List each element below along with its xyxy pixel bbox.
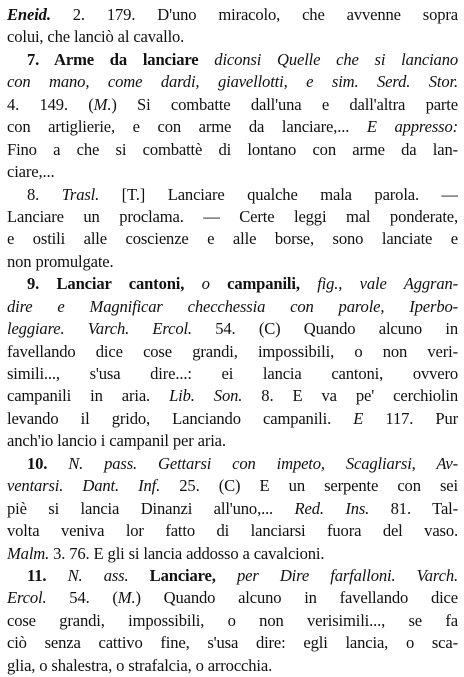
text-run: [T.] Lanciare qualche mala parola. — (99, 184, 458, 204)
text-run: 4. 149. ( (7, 94, 94, 114)
dictionary-entry (7, 4, 458, 49)
text-run: dire e Magnificar checchessia con parole, Iperbo- (7, 296, 458, 316)
text-line (7, 116, 458, 138)
text-run: M. (117, 588, 136, 608)
text-run: con artiglierie, e con arme da lanciare,... (7, 117, 367, 137)
text-line (7, 430, 458, 452)
text-line (7, 655, 458, 677)
text-run: ventarsi. Dant. Inf. (7, 476, 161, 496)
text-run: campanili in aria. (7, 386, 170, 406)
text-run: Lib. Son. (169, 386, 243, 406)
text-line (7, 385, 458, 407)
text-run: e ostili alle coscienze e alle borse, sono lanciate e (7, 229, 458, 249)
text-run: 9. Lanciar cantoni, (27, 274, 185, 294)
text-run: Ercol. (7, 588, 47, 608)
text-run: leggiare. Varch. Ercol. (7, 319, 192, 339)
text-run: anch'io lancio i campanil per aria. (7, 431, 226, 451)
dictionary-entry (7, 565, 458, 677)
text-line (7, 632, 458, 654)
text-line (7, 610, 458, 632)
text-run: 8. (27, 184, 62, 204)
text-line (7, 273, 458, 295)
text-run: 117. Pur (363, 408, 458, 428)
text-run: o (184, 274, 228, 294)
text-line (7, 498, 458, 520)
dictionary-entry (7, 49, 458, 184)
text-line (7, 49, 458, 71)
text-run: Lanciare un proclama. — Certe leggi mal ponderate, (7, 206, 458, 226)
text-run: con mano, come dardi, giavellotti, e sim. Serd. Stor. (7, 72, 458, 92)
text-line (7, 228, 458, 250)
text-run: 81. Tal- (369, 498, 458, 518)
text-run: Red. Ins. (294, 498, 370, 518)
text-run: favellando dice cose grandi, impossibili, o non veri- (7, 341, 458, 361)
text-run: per Dire farfalloni. Varch. (215, 565, 458, 585)
text-line (7, 4, 458, 26)
text-run: simili..., s'usa dire...: ei lancia cantoni, ovvero (7, 364, 458, 383)
text-run: 7. Arme da lanciare (27, 49, 199, 69)
text-line (7, 475, 458, 497)
text-line (7, 587, 458, 609)
text-run: N. pass. Gettarsi con impeto, Scagliarsi, Av- (47, 453, 458, 473)
text-line (7, 26, 458, 48)
dictionary-entry (7, 453, 458, 565)
text-line (7, 565, 458, 587)
text-run: ) Si combatte dall'una e dall'altra parte (111, 94, 458, 114)
text-run: diconsi Quelle che si lanciano (198, 49, 458, 69)
text-run: levando il grido, Lanciando campanili. (7, 408, 354, 428)
text-run: colui, che lanciò al cavallo. (7, 27, 185, 47)
text-run: Fino a che si combattè di lontano con arme da lan- (7, 139, 458, 159)
dictionary-entry (7, 273, 458, 453)
text-run: 54. (C) Quando alcuno in (191, 319, 458, 339)
text-line (7, 318, 458, 340)
text-run: 25. (C) E un serpente con sei (160, 476, 458, 496)
text-line (7, 206, 458, 228)
text-run: Trasl. (61, 184, 100, 204)
text-line (7, 71, 458, 93)
text-run: piè si lancia Dinanzi all'uno,... (7, 498, 295, 518)
text-run: Lanciare, (149, 565, 216, 585)
text-line (7, 296, 458, 318)
text-run: cose grandi, impossibili, o non verisimili..., se fa (7, 610, 458, 630)
text-run: ) Quando alcuno in favellando dice (135, 588, 458, 608)
text-run: fig., vale Aggran- (299, 274, 458, 294)
text-line (7, 341, 458, 363)
text-line (7, 139, 458, 161)
text-run: Eneid. (7, 5, 51, 24)
text-run: 8. E va pe' cerchiolin (242, 386, 458, 406)
text-line (7, 408, 458, 430)
text-run: ciare,... (7, 162, 55, 182)
text-run: E appresso: (366, 117, 458, 137)
text-run: E (353, 408, 364, 428)
text-line (7, 251, 458, 273)
text-line (7, 161, 458, 183)
text-run: N. ass. (46, 565, 150, 585)
text-line (7, 184, 458, 206)
text-line (7, 363, 458, 385)
text-line (7, 543, 458, 565)
text-run: ciò senza cattivo fine, s'usa dire: egli lancia, o sca- (7, 633, 458, 653)
dictionary-entry (7, 184, 458, 274)
text-line (7, 520, 458, 542)
text-run: campanili, (227, 274, 300, 294)
text-run: 10. (27, 453, 48, 473)
text-run: glia, o shalestra, o strafalcia, o arrocchia. (7, 655, 273, 675)
text-run: 54. ( (46, 588, 118, 608)
text-run: 2. 179. D'uno miracolo, che avvenne sopra (50, 5, 458, 24)
text-run: 11. (27, 565, 47, 585)
text-run: 3. 76. E gli si lancia addosso a cavalcioni. (49, 543, 325, 563)
text-run: non promulgate. (7, 251, 114, 271)
text-run: volta veniva lor fatto di lanciarsi fuora del vaso. (7, 521, 458, 541)
text-line (7, 94, 458, 116)
text-run: Malm. (7, 543, 50, 563)
text-line (7, 453, 458, 475)
text-run: M. (93, 94, 112, 114)
